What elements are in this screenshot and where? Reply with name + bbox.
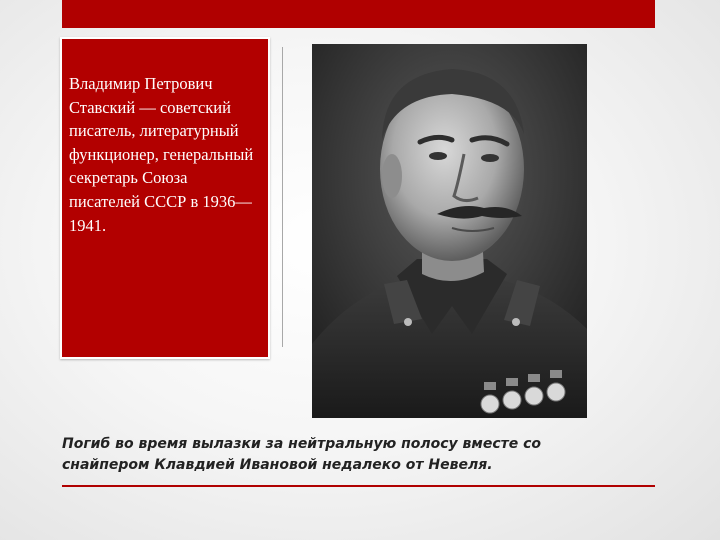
caption-text: Погиб во время вылазки за нейтральную полосу вместе со снайпером Клавдией Ивановой недалеко от Невеля. — [62, 436, 542, 473]
description-box — [60, 37, 270, 359]
caption-underline — [62, 485, 655, 487]
portrait-photo — [312, 44, 587, 418]
top-accent-bar — [62, 0, 655, 28]
description-text: Владимир Петрович Ставский — советский писатель, литературный функционер, генеральный секретарь Союза писателей СССР в 1936—1941. — [69, 74, 254, 235]
vertical-divider — [282, 47, 283, 347]
